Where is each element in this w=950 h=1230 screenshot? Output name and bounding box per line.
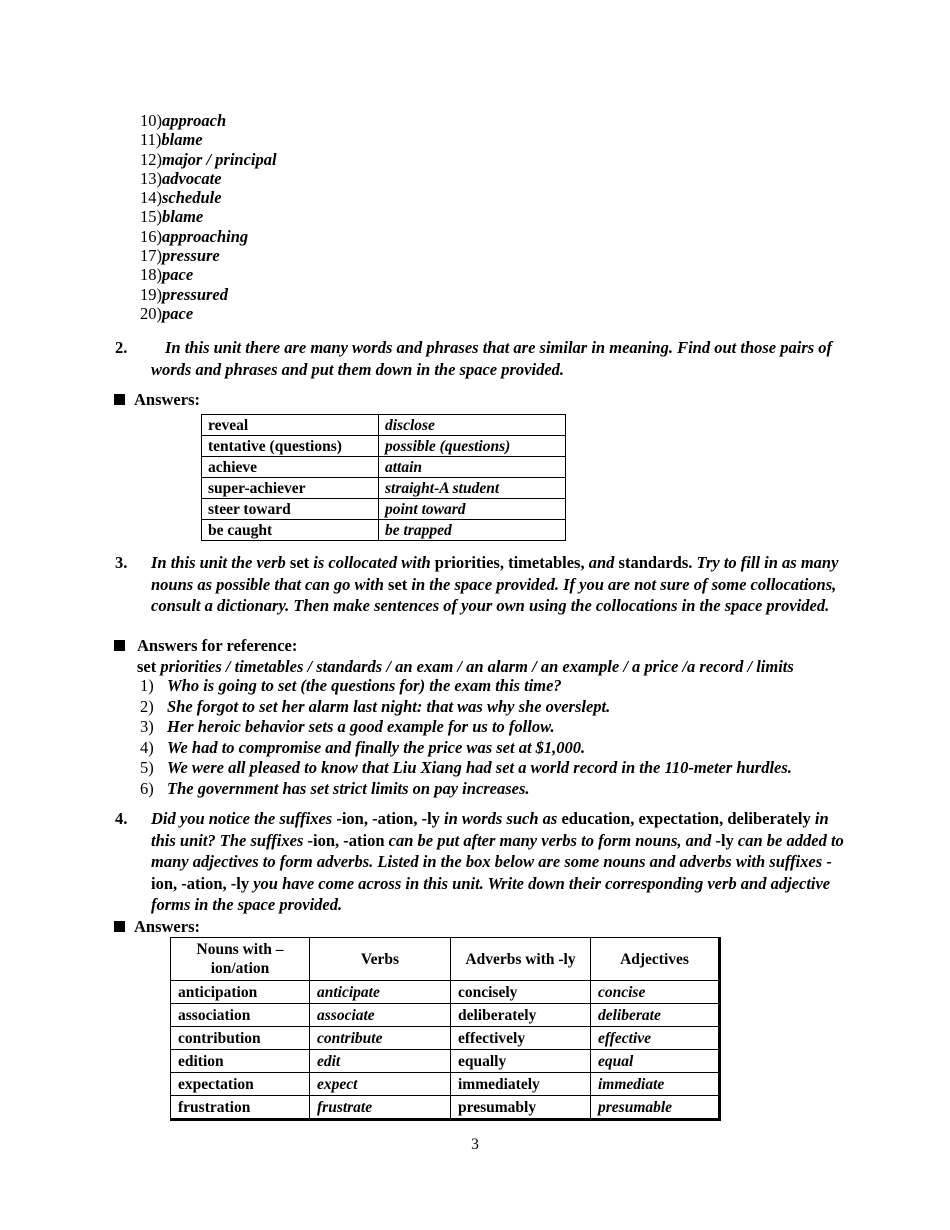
q4-seg-6: you have come across in this unit. Write down their corresponding verb and adjective forms in the space provided. bbox=[151, 873, 831, 914]
list-item-number: 20) bbox=[140, 303, 162, 323]
filled-square-bullet-icon bbox=[114, 640, 125, 651]
cell-adverb: immediately bbox=[451, 1073, 591, 1096]
question-4-text bbox=[151, 808, 855, 916]
list-item-number: 11) bbox=[140, 130, 162, 150]
cell-verb: contribute bbox=[310, 1027, 451, 1050]
list-item-word: pace bbox=[162, 303, 194, 323]
table-row bbox=[202, 436, 566, 457]
table-row bbox=[171, 1050, 720, 1073]
q4-suffixes-1: -ion, -ation, -ly bbox=[336, 809, 440, 828]
list-item-number: 14) bbox=[140, 188, 162, 208]
table-row bbox=[171, 981, 720, 1004]
question-3 bbox=[115, 552, 855, 617]
answers-heading-q3 bbox=[114, 636, 297, 655]
list-item bbox=[140, 246, 540, 265]
list-item bbox=[140, 717, 840, 738]
list-item bbox=[140, 169, 540, 188]
question-4 bbox=[115, 808, 855, 916]
cell-left: be caught bbox=[202, 520, 379, 541]
list-item bbox=[140, 697, 840, 718]
q3-collocates-2: standards. bbox=[618, 553, 693, 572]
list-item-word: pressured bbox=[162, 284, 229, 304]
cell-adjective: equal bbox=[591, 1050, 720, 1073]
collocation-line bbox=[137, 657, 794, 677]
q3-seg-2: is collocated with bbox=[309, 553, 435, 572]
cell-noun: expectation bbox=[171, 1073, 310, 1096]
question-2-text: In this unit there are many words and phrases that are similar in meaning. Find out those pairs of words and phrases and put them down in the space provided. bbox=[151, 338, 833, 379]
list-item-number: 16) bbox=[140, 226, 162, 246]
list-item bbox=[140, 207, 540, 226]
list-item-number: 18) bbox=[140, 265, 162, 285]
list-item-word: advocate bbox=[162, 168, 222, 188]
list-item-word: major / principal bbox=[162, 149, 277, 169]
sentence-text: The government has set strict limits on pay increases. bbox=[167, 778, 530, 798]
list-item-number: 12) bbox=[140, 149, 162, 169]
cell-verb: expect bbox=[310, 1073, 451, 1096]
cell-left: steer toward bbox=[202, 499, 379, 520]
page-number: 3 bbox=[471, 1136, 479, 1153]
list-item-word: pace bbox=[162, 265, 194, 285]
question-2-number: 2. bbox=[115, 338, 128, 357]
column-header-nouns: Nouns with –ion/ation bbox=[171, 938, 310, 981]
table-row bbox=[202, 520, 566, 541]
column-header-verbs: Verbs bbox=[310, 938, 451, 981]
list-item bbox=[140, 758, 840, 779]
cell-right: point toward bbox=[379, 499, 566, 520]
table-row bbox=[171, 1004, 720, 1027]
answers-for-reference-label: Answers for reference: bbox=[137, 636, 298, 655]
table-row bbox=[202, 415, 566, 436]
cell-adverb: equally bbox=[451, 1050, 591, 1073]
q4-suffixes-2: -ion, -ation bbox=[307, 830, 385, 850]
list-item bbox=[140, 779, 840, 800]
cell-adverb: effectively bbox=[451, 1027, 591, 1050]
sentence-text: She forgot to set her alarm last night: that was why she overslept. bbox=[167, 696, 611, 716]
table-row bbox=[171, 1096, 720, 1120]
cell-noun: frustration bbox=[171, 1096, 310, 1120]
table-row bbox=[202, 457, 566, 478]
sentence-text: We were all pleased to know that Liu Xiang had set a world record in the 110-meter hurdles. bbox=[167, 758, 792, 778]
sentence-text: Who is going to set (the questions for) the exam this time? bbox=[167, 676, 562, 695]
q4-seg-3: in this unit? The suffixes bbox=[151, 809, 829, 850]
question-2 bbox=[115, 337, 845, 380]
question-3-number: 3. bbox=[115, 553, 128, 572]
column-header-adjectives: Adjectives bbox=[591, 938, 720, 981]
table-row bbox=[171, 1027, 720, 1050]
list-item bbox=[140, 676, 840, 697]
cell-left: reveal bbox=[202, 415, 379, 436]
cell-noun: edition bbox=[171, 1050, 310, 1073]
q4-examples: education, expectation, deliberately bbox=[561, 809, 811, 828]
synonym-pairs-table bbox=[201, 414, 566, 541]
q4-suffix-ly: -ly bbox=[715, 830, 734, 850]
sentence-number: 6) bbox=[140, 778, 154, 798]
q3-seg-4: Try to fill in as many nouns as possible that can go with bbox=[151, 553, 839, 594]
cell-noun: contribution bbox=[171, 1027, 310, 1050]
answers-heading-q4 bbox=[114, 917, 200, 936]
q3-set-word-1: set bbox=[289, 553, 310, 572]
cell-left: achieve bbox=[202, 457, 379, 478]
answers-heading-q2 bbox=[114, 390, 200, 409]
question-3-text bbox=[151, 552, 855, 617]
cell-adjective: deliberate bbox=[591, 1004, 720, 1027]
cell-right: attain bbox=[379, 457, 566, 478]
cell-verb: edit bbox=[310, 1050, 451, 1073]
sentence-number: 4) bbox=[140, 737, 154, 757]
cell-verb: associate bbox=[310, 1004, 451, 1027]
q3-seg-3: and bbox=[584, 553, 619, 572]
q3-seg-5: in the space provided. If you are not sure of some collocations, consult a dictionary. Then make sentences of your own using the collocations in the space provided. bbox=[151, 574, 837, 615]
list-item bbox=[140, 285, 540, 304]
list-item-word: approach bbox=[162, 111, 227, 130]
answers-label: Answers: bbox=[134, 390, 200, 409]
list-item bbox=[140, 738, 840, 759]
list-item bbox=[140, 188, 540, 207]
cell-noun: anticipation bbox=[171, 981, 310, 1004]
list-item bbox=[140, 130, 540, 149]
list-item-number: 17) bbox=[140, 246, 162, 266]
cell-verb: anticipate bbox=[310, 981, 451, 1004]
q4-seg-5: can be added to many adjectives to form adverbs. Listed in the box below are some nouns and adverbs with suffixes bbox=[151, 830, 844, 871]
table-row bbox=[202, 478, 566, 499]
list-item-number: 13) bbox=[140, 168, 162, 188]
cell-noun: association bbox=[171, 1004, 310, 1027]
q4-seg-1: Did you notice the suffixes bbox=[151, 809, 337, 828]
q3-collocates-1: priorities, timetables, bbox=[434, 553, 585, 572]
sentence-text: Her heroic behavior sets a good example for us to follow. bbox=[167, 717, 555, 737]
collocation-nouns: priorities / timetables / standards / an exam / an alarm / an example / a price /a record / limits bbox=[160, 657, 794, 676]
q3-set-word-2: set bbox=[388, 574, 408, 594]
list-item-word: blame bbox=[161, 130, 203, 150]
cell-adverb: presumably bbox=[451, 1096, 591, 1120]
sentence-number: 5) bbox=[140, 758, 154, 778]
collocation-verb: set bbox=[137, 657, 157, 676]
answer-word-list bbox=[140, 111, 540, 323]
table-header-row bbox=[171, 938, 720, 981]
answers-label: Answers: bbox=[134, 917, 200, 936]
question-4-number: 4. bbox=[115, 809, 128, 828]
q3-seg-1: In this unit the verb bbox=[151, 553, 290, 572]
cell-left: super-achiever bbox=[202, 478, 379, 499]
list-item-word: approaching bbox=[162, 226, 249, 246]
table-row bbox=[171, 1073, 720, 1096]
sentence-text: We had to compromise and finally the price was set at $1,000. bbox=[167, 737, 586, 757]
cell-adjective: concise bbox=[591, 981, 720, 1004]
list-item bbox=[140, 227, 540, 246]
q4-seg-2: in words such as bbox=[439, 809, 562, 828]
cell-adverb: concisely bbox=[451, 981, 591, 1004]
cell-left: tentative (questions) bbox=[202, 436, 379, 457]
list-item-word: schedule bbox=[162, 188, 222, 208]
table-row bbox=[202, 499, 566, 520]
cell-verb: frustrate bbox=[310, 1096, 451, 1120]
sentence-number: 2) bbox=[140, 696, 154, 716]
list-item bbox=[140, 304, 540, 323]
cell-right: be trapped bbox=[379, 520, 566, 541]
filled-square-bullet-icon bbox=[114, 394, 125, 405]
list-item bbox=[140, 265, 540, 284]
cell-right: possible (questions) bbox=[379, 436, 566, 457]
list-item-number: 10) bbox=[140, 111, 162, 130]
list-item bbox=[140, 150, 540, 169]
example-sentence-list bbox=[140, 676, 840, 800]
suffix-forms-table bbox=[170, 937, 721, 1121]
cell-adverb: deliberately bbox=[451, 1004, 591, 1027]
q4-seg-4: can be put after many verbs to form nouns, and bbox=[384, 830, 716, 850]
list-item-number: 15) bbox=[140, 207, 162, 227]
list-item-word: blame bbox=[162, 207, 204, 227]
column-header-adverbs: Adverbs with -ly bbox=[451, 938, 591, 981]
list-item bbox=[140, 111, 540, 130]
q4-suffixes-3: -ion, -ation, -ly bbox=[151, 852, 832, 893]
cell-adjective: presumable bbox=[591, 1096, 720, 1120]
list-item-number: 19) bbox=[140, 284, 162, 304]
cell-right: straight-A student bbox=[379, 478, 566, 499]
filled-square-bullet-icon bbox=[114, 921, 125, 932]
cell-adjective: effective bbox=[591, 1027, 720, 1050]
sentence-number: 1) bbox=[140, 676, 154, 695]
sentence-number: 3) bbox=[140, 717, 154, 737]
cell-right: disclose bbox=[379, 415, 566, 436]
list-item-word: pressure bbox=[162, 246, 220, 266]
cell-adjective: immediate bbox=[591, 1073, 720, 1096]
